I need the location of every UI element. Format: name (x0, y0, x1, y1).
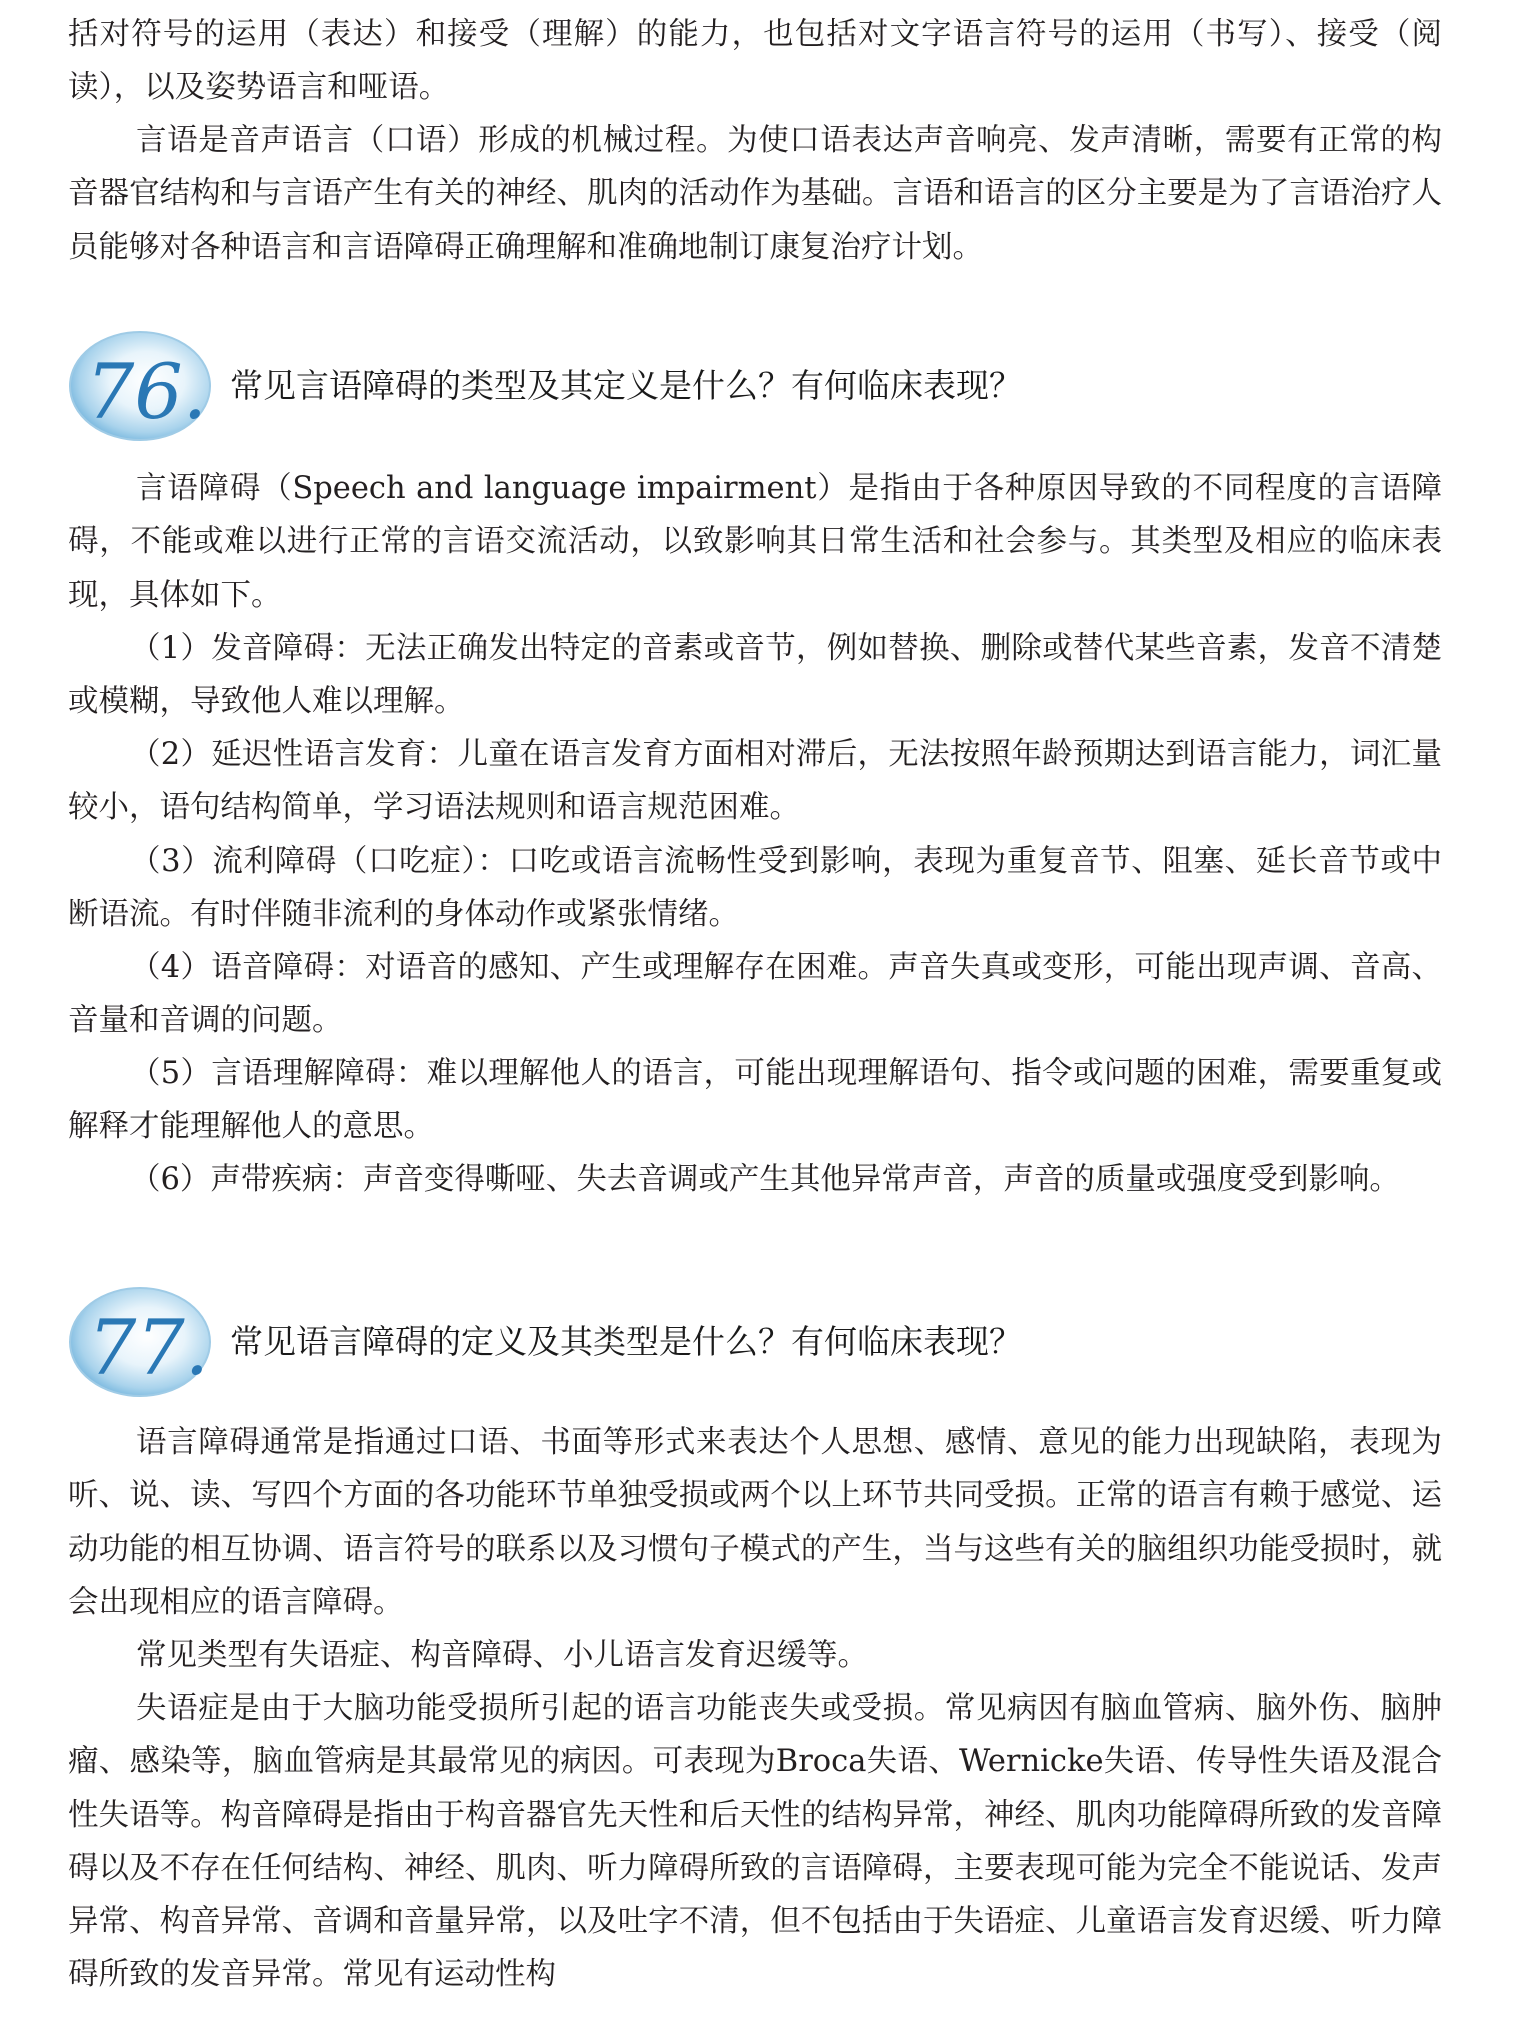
section-77-paragraph-1: 语言障碍通常是指通过口语、书面等形式来表达个人思想、感情、意见的能力出现缺陷，表现为听、说、读、写四个方面的各功能环节单独受损或两个以上环节共同受损。正常的语言有赖于感觉、运动功能的相互协调、语言符号的联系以及习惯句子模式的产生，当与这些有关的脑组织功能受损时，就会出现相应的语言障碍。 (68, 1425, 1442, 1620)
section-77-paragraph-2: 常见类型有失语症、构音障碍、小儿语言发育迟缓等。 (136, 1638, 868, 1673)
section-76-item-5: （5）言语理解障碍：难以理解他人的语言，可能出现理解语句、指令或问题的困难，需要重复或解释才能理解他人的意思。 (68, 1056, 1442, 1145)
section-number-badge-icon (64, 326, 214, 444)
section-76-item-4: （4）语音障碍：对语音的感知、产生或理解存在困难。声音失真或变形，可能出现声调、音高、音量和音调的问题。 (68, 950, 1442, 1039)
section-77-number: 77. (88, 1303, 209, 1392)
section-76-title: 常见言语障碍的类型及其定义是什么？有何临床表现？ (230, 366, 1022, 405)
section-77-paragraph-3: 失语症是由于大脑功能受损所引起的语言功能丧失或受损。常见病因有脑血管病、脑外伤、脑肿瘤、感染等，脑血管病是其最常见的病因。可表现为Broca失语、Wernicke失语、传导性失语及混合性失语等。构音障碍是指由于构音器官先天性和后天性的结构异常，神经、肌肉功能障碍所致的发音障碍以及不存在任何结构、神经、肌肉、听力障碍所致的言语障碍，主要表现可能为完全不能说话、发声异常、构音异常、音调和音量异常，以及吐字不清，但不包括由于失语症、儿童语言发育迟缓、听力障碍所致的发音异常。常见有运动性构 (68, 1691, 1442, 1993)
section-76-item-1: （1）发音障碍：无法正确发出特定的音素或音节，例如替换、删除或替代某些音素，发音不清楚或模糊，导致他人难以理解。 (68, 631, 1442, 720)
section-76-number: 76. (86, 347, 207, 436)
intro-paragraph-2: 言语是音声语言（口语）形成的机械过程。为使口语表达声音响亮、发声清晰，需要有正常的构音器官结构和与言语产生有关的神经、肌肉的活动作为基础。言语和语言的区分主要是为了言语治疗人员能够对各种语言和言语障碍正确理解和准确地制订康复治疗计划。 (68, 123, 1442, 265)
section-76-item-6: （6）声带疾病：声音变得嘶哑、失去音调或产生其他异常声音，声音的质量或强度受到影响。 (130, 1162, 1400, 1197)
section-77-heading (64, 1282, 1464, 1402)
section-number-badge-icon (64, 1282, 214, 1400)
section-76-item-2: （2）延迟性语言发育：儿童在语言发育方面相对滞后，无法按照年龄预期达到语言能力，词汇量较小，语句结构简单，学习语法规则和语言规范困难。 (68, 737, 1442, 826)
section-76-item-3: （3）流利障碍（口吃症）：口吃或语言流畅性受到影响，表现为重复音节、阻塞、延长音节或中断语流。有时伴随非流利的身体动作或紧张情绪。 (68, 844, 1442, 933)
section-76-heading (64, 326, 1464, 446)
section-77-title: 常见语言障碍的定义及其类型是什么？有何临床表现？ (230, 1322, 1022, 1361)
intro-paragraph-1: 括对符号的运用（表达）和接受（理解）的能力，也包括对文字语言符号的运用（书写）、接受（阅读），以及姿势语言和哑语。 (68, 17, 1442, 106)
section-76-lead: 言语障碍（Speech and language impairment）是指由于各种原因导致的不同程度的言语障碍，不能或难以进行正常的言语交流活动，以致影响其日常生活和社会参与。其类型及相应的临床表现，具体如下。 (68, 471, 1442, 613)
